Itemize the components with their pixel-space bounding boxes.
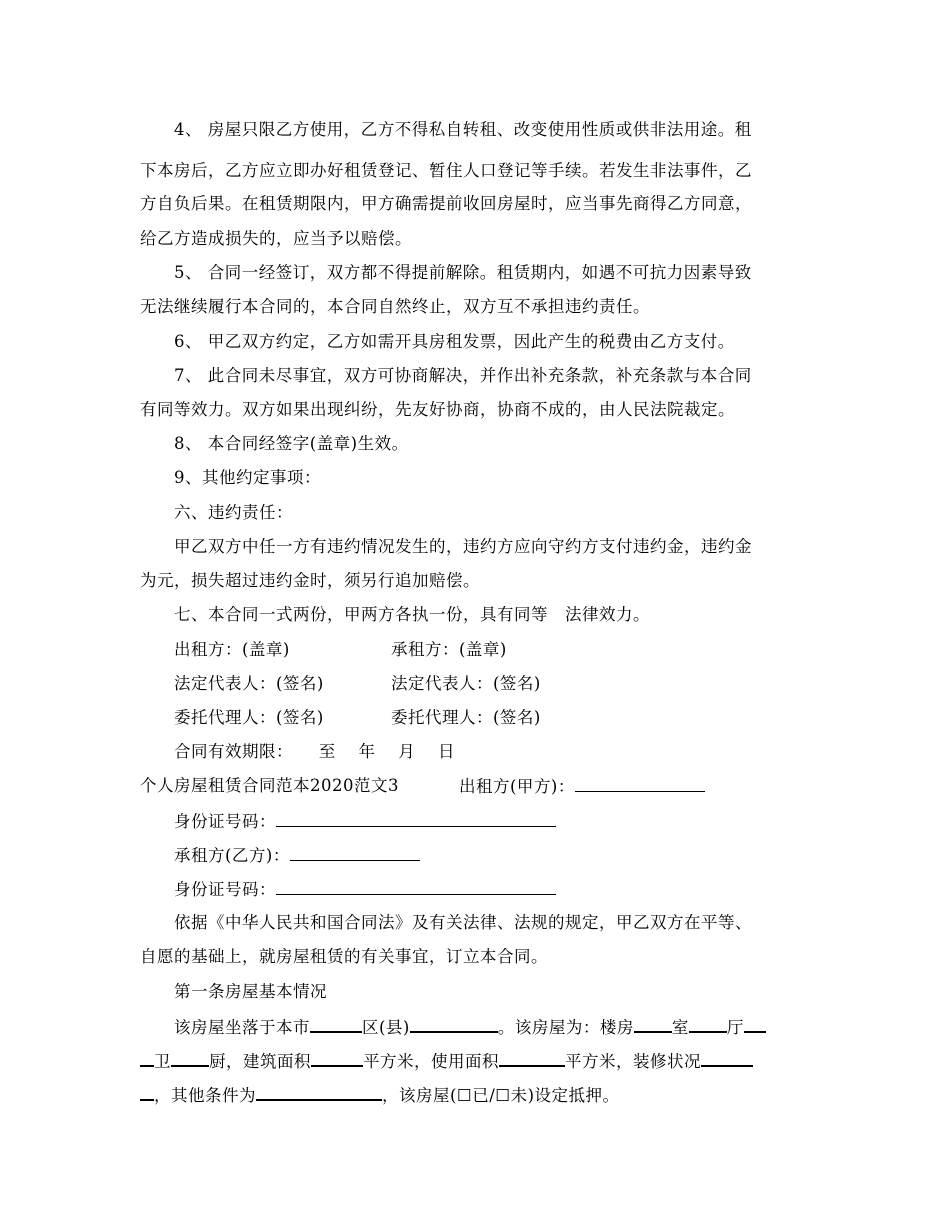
decoration-blank-b <box>140 1083 154 1101</box>
location-label: 该房屋坐落于本市 <box>174 1018 310 1037</box>
lessee-seal: 承租方：(盖章) <box>391 640 507 659</box>
intro-line-1: 依据《中华人民共和国合同法》及有关法律、法规的规定，甲乙双方在平等、 <box>174 913 752 932</box>
clause-7-line-1: 7、 此合同未尽事宜，双方可协商解决，并作出补充条款，补充条款与本合同 <box>174 366 752 385</box>
lessor-blank <box>575 775 705 792</box>
room-label: 室 <box>671 1018 689 1037</box>
other-conditions-label: ，其他条件为 <box>154 1086 256 1105</box>
city-blank <box>310 1015 362 1033</box>
lessee-party-b-label: 承租方(乙方)： <box>174 846 290 865</box>
building-label: 。该房屋为：楼房 <box>497 1018 634 1037</box>
use-area-blank <box>499 1049 565 1067</box>
section-6-title: 六、违约责任： <box>174 503 293 522</box>
clause-4-line-4: 给乙方造成损失的，应当予以赔偿。 <box>140 229 412 248</box>
mortgage-label: ，该房屋(☐已/☐未)设定抵押。 <box>382 1086 620 1105</box>
article-1-line-3 <box>140 1083 620 1105</box>
district-label: 区(县) <box>362 1018 410 1037</box>
use-area-label: 平方米，使用面积 <box>363 1052 499 1071</box>
article-1-line-1 <box>174 1015 766 1037</box>
build-area-label: 厨，建筑面积 <box>209 1052 311 1071</box>
bath-blank-b <box>140 1049 154 1067</box>
agent-left: 委托代理人：(签名) <box>174 708 324 727</box>
id-number-2 <box>174 878 556 900</box>
clause-4-line-3: 方自负后果。在租赁期限内，甲方确需提前收回房屋时，应当事先商得乙方同意， <box>140 194 752 213</box>
legal-rep-right: 法定代表人：(签名) <box>391 674 541 693</box>
decoration-label: 平方米，装修状况 <box>565 1052 701 1071</box>
id-number-2-label: 身份证号码： <box>174 880 276 899</box>
breach-line-2: 为元，损失超过违约金时，须另行追加赔偿。 <box>140 571 480 590</box>
hall-label: 厅 <box>726 1018 744 1037</box>
agent-right: 委托代理人：(签名) <box>391 708 541 727</box>
bath-blank-a <box>744 1015 766 1033</box>
bath-label: 卫 <box>154 1052 171 1071</box>
breach-line-1: 甲乙双方中任一方有违约情况发生的，违约方应向守约方支付违约金，违约金 <box>174 537 752 556</box>
decoration-blank-a <box>701 1049 753 1067</box>
clause-4-line-2: 下本房后，乙方应立即办好租赁登记、暂住人口登记等手续。若发生非法事件，乙 <box>140 161 752 180</box>
lessor-party-a <box>459 775 705 797</box>
lessor-seal: 出租方：(盖章) <box>174 640 290 659</box>
id-number-1 <box>174 810 556 832</box>
clause-6: 6、 甲乙双方约定，乙方如需开具房租发票，因此产生的税费由乙方支付。 <box>174 332 735 351</box>
clause-5-line-2: 无法继续履行本合同的，本合同自然终止，双方互不承担违约责任。 <box>140 297 650 316</box>
clause-4-line-1: 4、 房屋只限乙方使用，乙方不得私自转租、改变使用性质或供非法用途。租 <box>174 120 752 139</box>
intro-line-2: 自愿的基础上，就房屋租赁的有关事宜，订立本合同。 <box>140 947 548 966</box>
rooms-blank <box>634 1015 672 1033</box>
validity-period: 合同有效期限： 至 年 月 日 <box>174 742 455 761</box>
other-conditions-blank <box>256 1083 382 1101</box>
article-1-line-2 <box>140 1049 753 1071</box>
id-number-1-blank <box>276 810 556 827</box>
section-7: 七、本合同一式两份，甲两方各执一份，具有同等 法律效力。 <box>174 605 650 624</box>
clause-7-line-2: 有同等效力。双方如果出现纠纷，先友好协商，协商不成的，由人民法院裁定。 <box>140 400 735 419</box>
clause-9: 9、其他约定事项： <box>174 468 321 487</box>
build-area-blank <box>311 1049 363 1067</box>
district-blank <box>410 1015 498 1033</box>
article-1-title: 第一条房屋基本情况 <box>174 982 327 1001</box>
lessee-blank <box>290 844 420 861</box>
lessor-party-a-label: 出租方(甲方)： <box>459 777 575 796</box>
clause-5-line-1: 5、 合同一经签订，双方都不得提前解除。租赁期内，如遇不可抗力因素导致 <box>174 263 752 282</box>
contract-3-heading: 个人房屋租赁合同范本2020范文3 <box>140 776 399 795</box>
kitchen-blank <box>171 1049 209 1067</box>
id-number-1-label: 身份证号码： <box>174 812 276 831</box>
legal-rep-left: 法定代表人：(签名) <box>174 674 324 693</box>
id-number-2-blank <box>276 878 556 895</box>
halls-blank <box>689 1015 727 1033</box>
clause-8: 8、 本合同经签字(盖章)生效。 <box>174 434 409 453</box>
lessee-party-b <box>174 844 420 866</box>
